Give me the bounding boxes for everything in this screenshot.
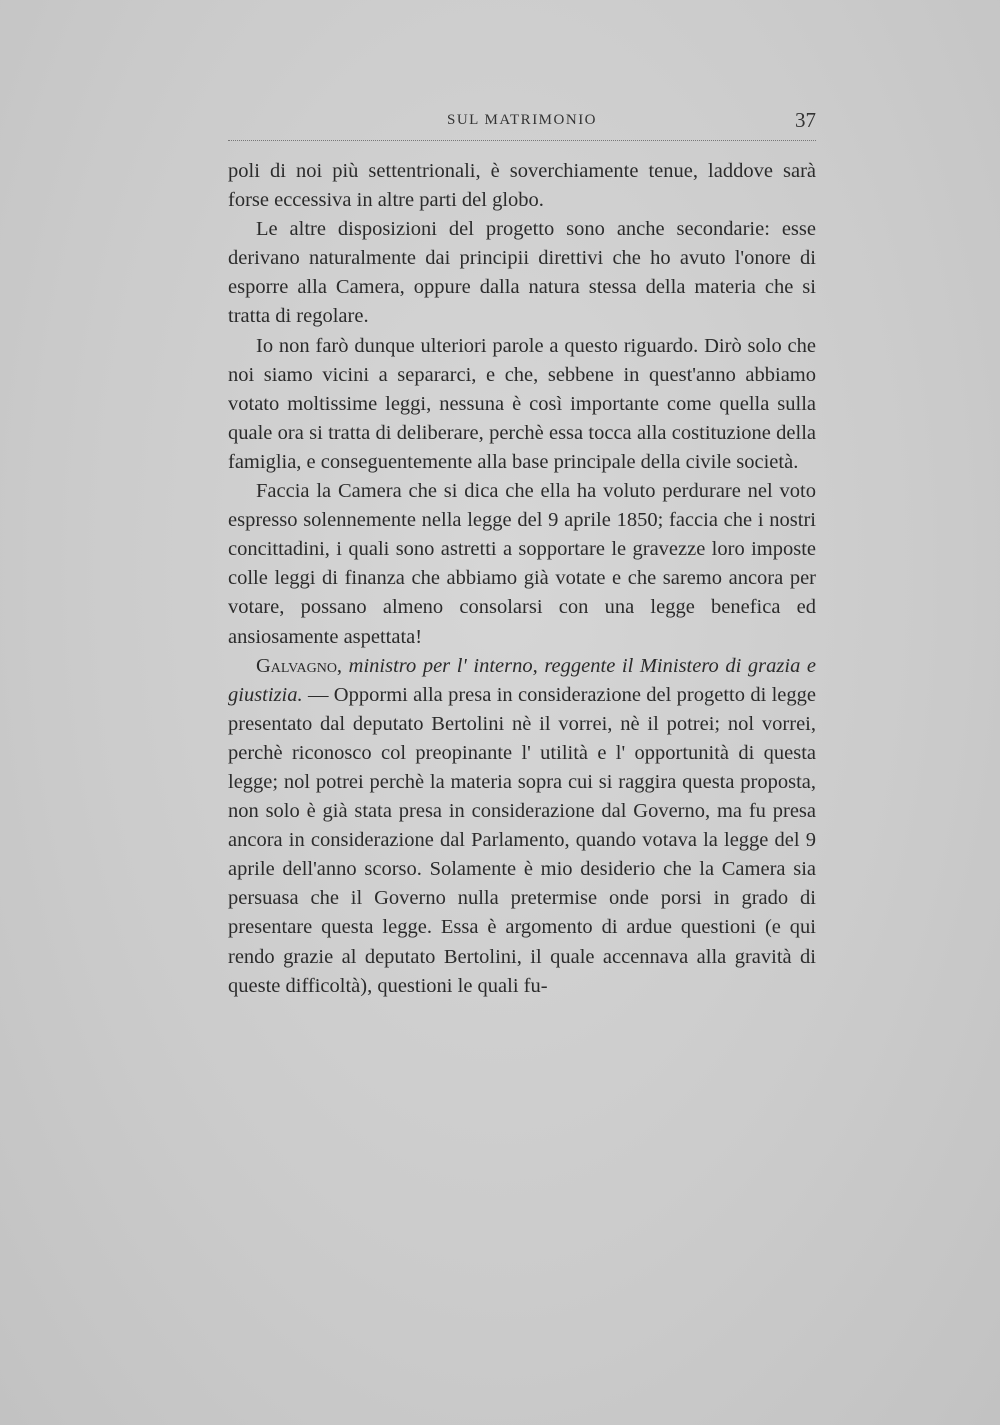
speech-text: — Oppormi alla presa in considerazione del progetto di legge presentato dal deputato Bertolini nè il vorrei, nè il potrei; nol vorrei, perchè riconosco col preopinante l' utilità e l' opportunità di questa legge; nol potrei perchè la materia sopra cui si raggira questa proposta, non solo è già stata presa in considerazione dal Governo, ma fu presa ancora in considerazione dal Parlamento, quando votava la legge del 9 aprile dell'anno scorso. Solamente è mio desiderio che la Camera sia persuasa che il Governo nulla pretermise onde porsi in grado di presentare questa legge. Essa è argomento di ardue questioni (e qui rendo grazie al deputato Bertolini, il quale accennava alla gravità di queste difficoltà), questioni le quali fu- (228, 683, 816, 997)
paragraph-1: poli di noi più settentrionali, è soverchiamente tenue, laddove sarà forse eccessiva in altre parti del globo. (228, 160, 816, 212)
paragraph-2: Le altre disposizioni del progetto sono anche secondarie: esse derivano naturalmente dai principii direttivi che ho avuto l'onore di esporre alla Camera, oppure dalla natura stessa della materia che si tratta di regolare. (228, 218, 816, 328)
paragraph-5 (228, 652, 816, 1001)
page-number: 37 (795, 108, 816, 132)
paragraph-3: Io non farò dunque ulteriori parole a questo riguardo. Dirò solo che noi siamo vicini a separarci, e che, sebbene in quest'anno abbiamo votato moltissime leggi, nessuna è così importante come quella sulla quale ora si tratta di deliberare, perchè essa tocca alla costituzione della famiglia, e conseguentemente alla base principale della civile società. (228, 334, 816, 473)
running-head: SUL MATRIMONIO (446, 112, 598, 128)
speaker-role: ministro per l' interno, reggente il Ministero di grazia e giustizia. (228, 654, 817, 706)
paragraph-4: Faccia la Camera che si dica che ella ha voluto perdurare nel voto espresso solennemente nella legge del 9 aprile 1850; faccia che i nostri concittadini, i quali sono astretti a sopportare le gravezze loro imposte colle leggi di finanza che abbiamo già votate e che saremo ancora per votare, possano almeno consolarsi con una legge benefica ed ansiosamente aspettata! (228, 480, 816, 648)
speaker-name: Galvagno, (256, 654, 343, 677)
header-rule (228, 140, 816, 141)
body-text (228, 157, 816, 1001)
page-header (228, 108, 816, 144)
